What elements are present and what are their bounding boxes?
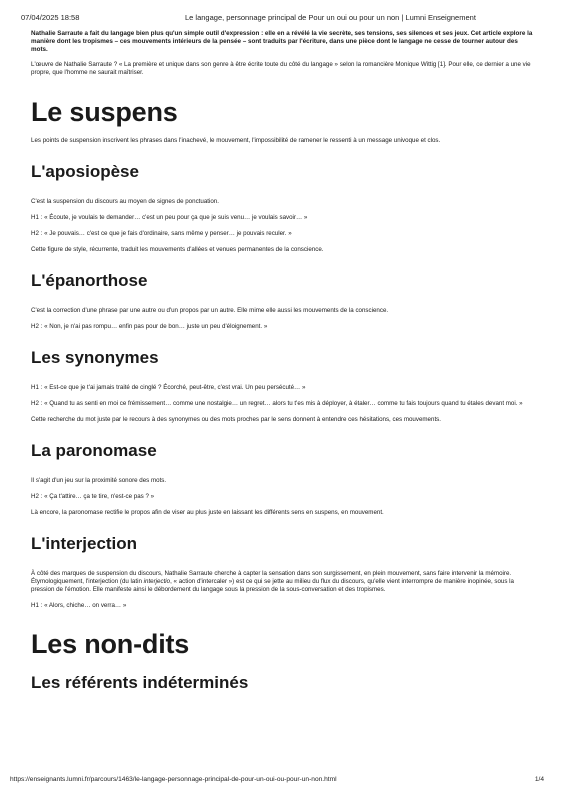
intro-paragraph: L'œuvre de Nathalie Sarraute ? « La première et unique dans son genre à être écrite toute du côté du langage » selon la romancière Monique Wittig [1]. Pour elle, ce dernier a une vie propre, que l'homme ne saurait maîtriser.: [31, 61, 531, 76]
article-lead: Nathalie Sarraute a fait du langage bien plus qu'un simple outil d'expression : elle en a révélé la vie secrète, ses tensions, ses silences et ses jeux. Cet article explore la manière dont les tropismes – ces mouvements intérieurs de la pensée – sont traduits par l'écriture, dans une pièce dont le langage ne cesse de tourner autour des mots.: [31, 30, 533, 53]
paronomase-comment: Là encore, la paronomase rectifie le propos afin de viser au plus juste en laissant les différents sens en suspens, en mouvement.: [31, 509, 384, 516]
heading-le-suspens: Le suspens: [31, 97, 178, 127]
interjection-text-end: , « action d'intercaler ») est ce qui se jette au milieu du flux du discours, qu'elle vient interrompre de manière inopinée, sous la pression de l'émotion. Elle manifeste ainsi le débordement du langage sous la pression de la sous-conversation et des tropismes.: [31, 578, 515, 593]
paronomase-definition: Il s'agit d'un jeu sur la proximité sonore des mots.: [31, 477, 167, 484]
interjection-quote: H1 : « Alors, chiche… on verra… »: [31, 602, 127, 609]
interjection-latin-term: interjectio: [143, 578, 171, 585]
aposiopese-quote-h2: H2 : « Je pouvais… c'est ce que je fais d'ordinaire, sans même y penser… je pouvais reculer. »: [31, 230, 292, 237]
print-header: [21, 13, 544, 25]
print-footer: [10, 776, 544, 786]
paronomase-quote: H2 : « Ça t'attire… ça te tire, n'est-ce pas ? »: [31, 493, 155, 500]
aposiopese-comment: Cette figure de style, récurrente, traduit les mouvements d'allées et venues permanentes de la conscience.: [31, 246, 324, 253]
interjection-definition: [31, 570, 534, 594]
page-number: 1/4: [534, 776, 544, 783]
interjection-text-start: À côté des marques de suspension du discours, Nathalie Sarraute cherche à capter la sensation dans son surgissement, en plein mouvement, sans faire intervenir la mémoire. Étymologiquement, l'interjection (du latin: [31, 570, 512, 585]
heading-synonymes: Les synonymes: [31, 348, 159, 367]
heading-epanorthose: L'épanorthose: [31, 271, 148, 290]
page-url: https://enseignants.lumni.fr/parcours/1463/le-langage-personnage-principal-de-pour-un-oui-ou-pour-un-non.html: [10, 776, 337, 783]
print-datetime: 07/04/2025 18:58: [21, 13, 80, 22]
heading-interjection: L'interjection: [31, 534, 138, 553]
heading-aposiopese: L'aposiopèse: [31, 162, 139, 181]
aposiopese-definition: C'est la suspension du discours au moyen de signes de ponctuation.: [31, 198, 219, 205]
heading-referents-indetermines: Les référents indéterminés: [31, 673, 249, 692]
synonymes-comment: Cette recherche du mot juste par le recours à des synonymes ou des mots proches par le sens donnent à entendre ces hésitations, ces mouvements.: [31, 416, 441, 423]
epanorthose-definition: C'est la correction d'une phrase par une autre ou d'un propos par un autre. Elle mime elle aussi les mouvements de la conscience.: [31, 307, 389, 314]
heading-paronomase: La paronomase: [31, 441, 157, 460]
suspens-text: Les points de suspension inscrivent les phrases dans l'inachevé, le mouvement, l'impossibilité de ramener le ressenti à un message univoque et clos.: [31, 137, 441, 144]
heading-les-non-dits: Les non-dits: [31, 629, 190, 659]
article-content: [31, 30, 534, 693]
epanorthose-quote: H2 : « Non, je n'ai pas rompu… enfin pas pour de bon… juste un peu d'éloignement. »: [31, 323, 268, 330]
synonymes-quote-h1: H1 : « Est-ce que je t'ai jamais traité de cinglé ? Écorché, peut-être, c'est vrai. Un peu persécuté… »: [31, 384, 306, 391]
print-page-title: Le langage, personnage principal de Pour un oui ou pour un non | Lumni Enseignement: [185, 13, 476, 22]
aposiopese-quote-h1: H1 : « Écoute, je voulais te demander… c'est un peu pour ça que je suis venu… je voulais savoir… »: [31, 214, 308, 221]
synonymes-quote-h2: H2 : « Quand tu as senti en moi ce frémissement… comme une nostalgie… un regret… alors tu t'es mis à déployer, à étaler… comme tu fais toujours quand tu étales devant moi. »: [31, 400, 523, 407]
